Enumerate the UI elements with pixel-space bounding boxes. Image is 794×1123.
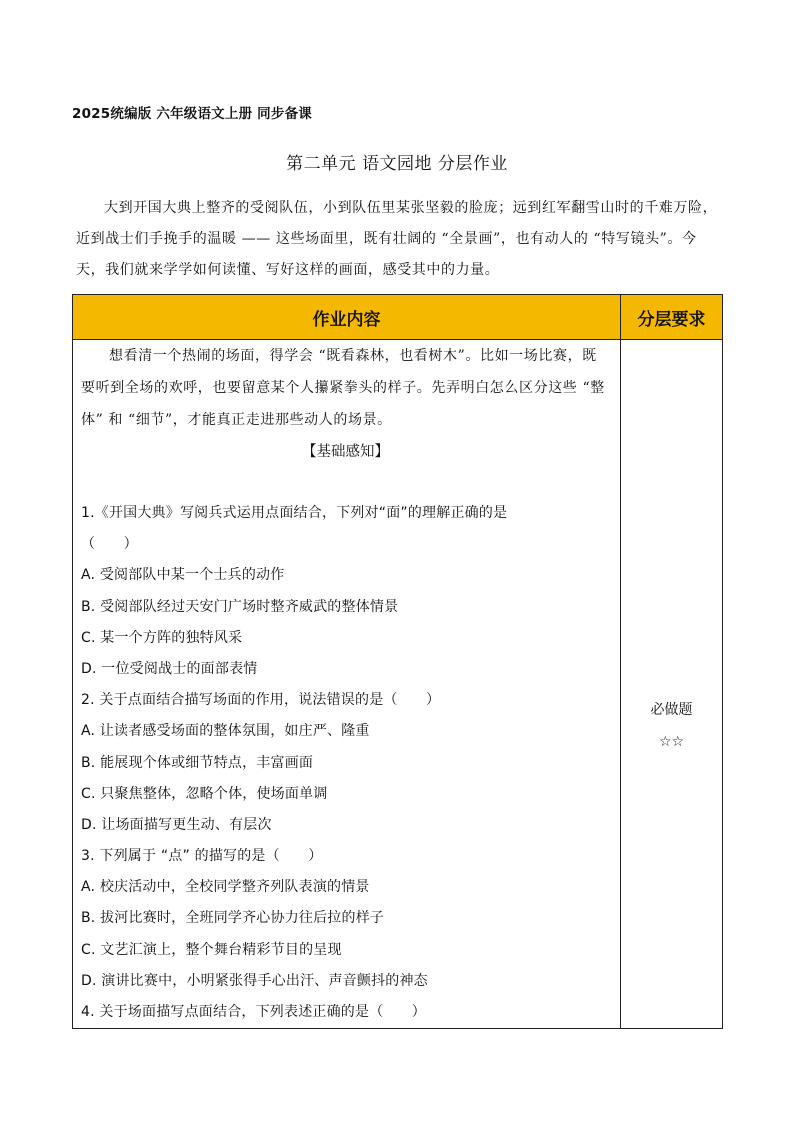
question-line: C. 只聚焦整体，忽略个体，使场面单调 bbox=[81, 785, 328, 802]
question-line: 2. 关于点面结合描写场面的作用，说法错误的是（ ） bbox=[81, 692, 441, 709]
question-line: B. 拔河比赛时，全班同学齐心协力往后拉的样子 bbox=[81, 910, 385, 927]
question-line: C. 某一个方阵的独特风采 bbox=[81, 629, 243, 646]
intro-paragraph: 大到开国大典上整齐的受阅队伍，小到队伍里某张坚毅的脸庞；远到红军翻雪山时的千难万险，近到战士们手挽手的温暖 —— 这些场面里，既有壮阔的 “全景画”，也有动人的 “特写镜头”。今天，我们就来学学如何读懂、写好这样的画面，感受其中的力量。 bbox=[76, 200, 718, 278]
question-line: A. 受阅部队中某一个士兵的动作 bbox=[81, 567, 285, 584]
section-label: 【基础感知】 bbox=[302, 444, 389, 460]
table-body-row bbox=[73, 340, 723, 1029]
content-cell bbox=[73, 340, 621, 1029]
question-line: 3. 下列属于 “点” 的描写的是（ ） bbox=[81, 848, 323, 865]
question-line: C. 文艺汇演上，整个舞台精彩节目的呈现 bbox=[81, 941, 342, 958]
question-line: B. 能展现个体或细节特点，丰富画面 bbox=[81, 754, 314, 771]
table-header-row bbox=[73, 295, 723, 340]
lead-paragraph: 想看清一个热闹的场面，得学会 “既看森林，也看树木”。比如一场比赛，既要听到全场的欢呼，也要留意某个人攥紧拳头的样子。先弄明白怎么区分这些 “整体” 和 “细节”，才能真正走进那些动人的场景。 bbox=[81, 348, 605, 428]
question-line: D. 让场面描写更生动、有层次 bbox=[81, 816, 272, 833]
question-line: B. 受阅部队经过天安门广场时整齐威武的整体情景 bbox=[81, 598, 399, 615]
requirement-text: 必做题 bbox=[650, 702, 693, 718]
requirement-cell bbox=[621, 340, 723, 1029]
question-line: 1.《开国大典》写阅兵式运用点面结合，下列对“面”的理解正确的是 bbox=[81, 505, 508, 521]
star-rating: ☆☆ bbox=[658, 734, 685, 750]
header-level: 分层要求 bbox=[621, 295, 723, 340]
header-line: 2025统编版 六年级语文上册 同步备课 bbox=[72, 106, 312, 122]
page-title: 第二单元 语文园地 分层作业 bbox=[286, 154, 508, 174]
homework-table bbox=[72, 294, 723, 1029]
header-content: 作业内容 bbox=[73, 295, 621, 340]
question-line: （ ） bbox=[81, 536, 138, 553]
requirement-label bbox=[621, 694, 722, 758]
question-line: D. 一位受阅战士的面部表情 bbox=[81, 660, 258, 677]
question-line: A. 让读者感受场面的整体氛围，如庄严、隆重 bbox=[81, 723, 370, 740]
question-line: 4. 关于场面描写点面结合，下列表述正确的是（ ） bbox=[81, 1004, 427, 1020]
question-line: A. 校庆活动中，全校同学整齐列队表演的情景 bbox=[81, 879, 370, 896]
question-line: D. 演讲比赛中，小明紧张得手心出汗、声音颤抖的神态 bbox=[81, 972, 428, 989]
